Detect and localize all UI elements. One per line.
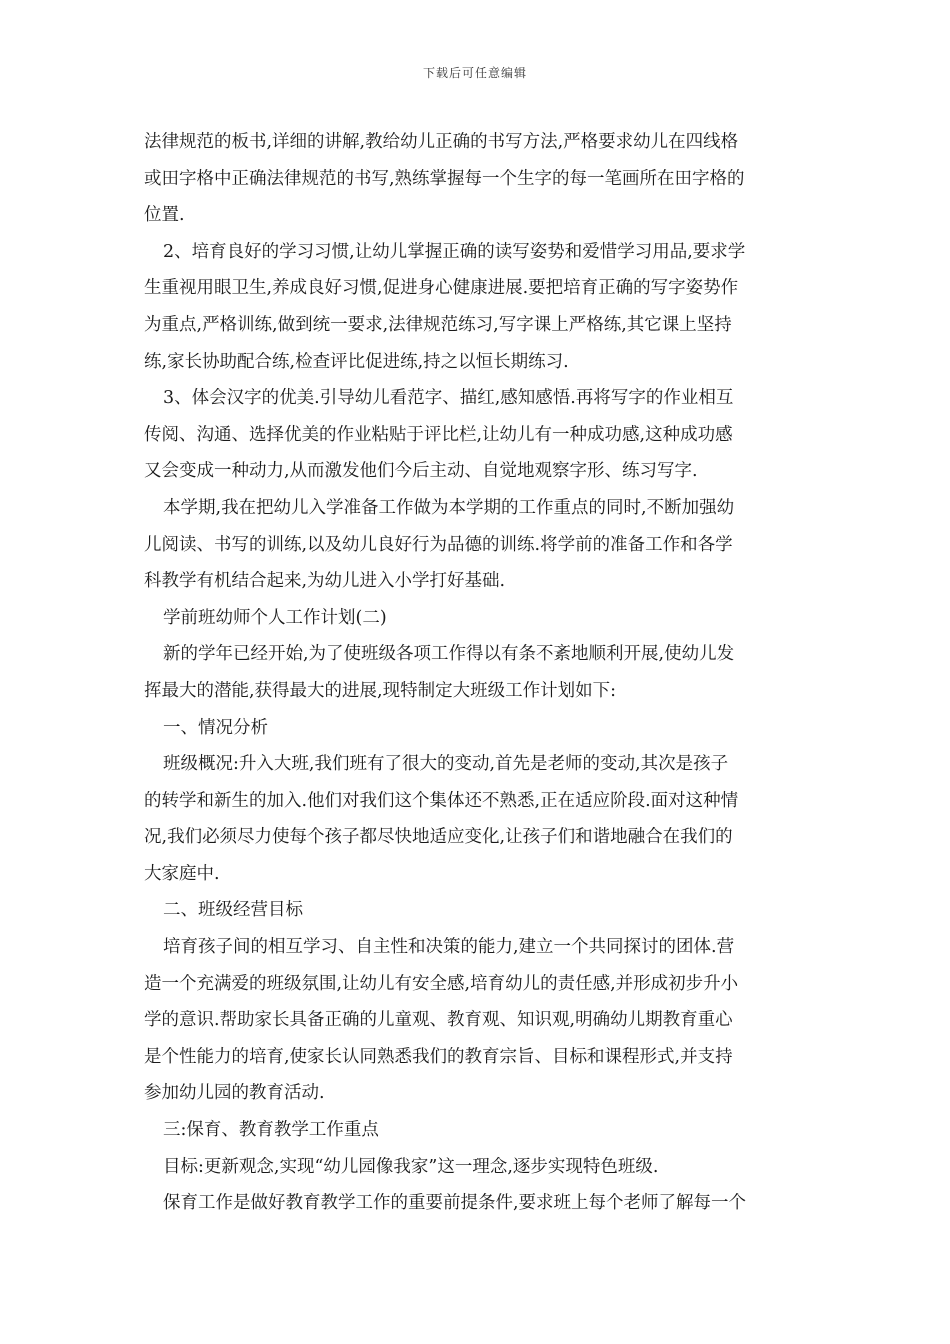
text-line: 传阅、沟通、选择优美的作业粘贴于评比栏,让幼儿有一种成功感,这种成功感 xyxy=(144,424,733,445)
text-line: 本学期,我在把幼儿入学准备工作做为本学期的工作重点的同时,不断加强幼 xyxy=(163,497,735,518)
text-line: 大家庭中. xyxy=(144,863,220,884)
text-line: 练,家长协助配合练,检查评比促进练,持之以恒长期练习. xyxy=(144,351,569,372)
text-line: 学的意识.帮助家长具备正确的儿童观、教育观、知识观,明确幼儿期教育重心 xyxy=(144,1010,733,1031)
text-line: 是个性能力的培育,使家长认同熟悉我们的教育宗旨、目标和课程形式,并支持 xyxy=(144,1046,733,1067)
text-line: 新的学年已经开始,为了使班级各项工作得以有条不紊地顺利开展,使幼儿发 xyxy=(163,644,735,665)
text-line: 班级概况:升入大班,我们班有了很大的变动,首先是老师的变动,其次是孩子 xyxy=(163,754,729,775)
text-line: 位置. xyxy=(144,205,185,226)
text-line: 目标:更新观念,实现“幼儿园像我家”这一理念,逐步实现特色班级. xyxy=(163,1156,659,1177)
text-line: 二、班级经营目标 xyxy=(163,900,303,921)
text-line: 科教学有机结合起来,为幼儿进入小学打好基础. xyxy=(144,571,506,592)
text-line: 法律规范的板书,详细的讲解,教给幼儿正确的书写方法,严格要求幼儿在四线格 xyxy=(144,132,739,152)
document-body xyxy=(144,124,806,1222)
text-line: 一、情况分析 xyxy=(163,717,268,738)
text-line: 况,我们必须尽力使每个孩子都尽快地适应变化,让孩子们和谐地融合在我们的 xyxy=(144,827,733,848)
text-line: 挥最大的潜能,获得最大的进展,现特制定大班级工作计划如下: xyxy=(144,680,617,701)
page-header: 下载后可任意编辑 xyxy=(422,66,527,80)
text-line: 造一个充满爱的班级氛围,让幼儿有安全感,培育幼儿的责任感,并形成初步升小 xyxy=(144,973,739,994)
text-line: 儿阅读、书写的训练,以及幼儿良好行为品德的训练.将学前的准备工作和各学 xyxy=(144,534,733,555)
text-line: 培育孩子间的相互学习、自主性和决策的能力,建立一个共同探讨的团体.营 xyxy=(163,937,735,958)
text-line: 3、体会汉字的优美.引导幼儿看范字、描红,感知感悟.再将写字的作业相互 xyxy=(163,388,734,409)
text-line: 又会变成一种动力,从而激发他们今后主动、自觉地观察字形、练习写字. xyxy=(144,461,698,482)
text-line: 保育工作是做好教育教学工作的重要前提条件,要求班上每个老师了解每一个 xyxy=(163,1193,747,1214)
text-line: 为重点,严格训练,做到统一要求,法律规范练习,写字课上严格练,其它课上坚持 xyxy=(144,314,732,335)
text-line: 的转学和新生的加入.他们对我们这个集体还不熟悉,正在适应阶段.面对这种情 xyxy=(144,790,739,811)
text-line: 2、培育良好的学习习惯,让幼儿掌握正确的读写姿势和爱惜学习用品,要求学 xyxy=(163,241,746,262)
text-line: 或田字格中正确法律规范的书写,熟练掌握每一个生字的每一笔画所在田字格的 xyxy=(144,168,745,189)
text-line: 三:保育、教育教学工作重点 xyxy=(163,1120,379,1141)
text-line: 学前班幼师个人工作计划(二) xyxy=(163,607,387,628)
text-line: 参加幼儿园的教育活动. xyxy=(144,1083,325,1104)
text-line: 生重视用眼卫生,养成良好习惯,促进身心健康进展.要把培育正确的写字姿势作 xyxy=(144,278,739,299)
